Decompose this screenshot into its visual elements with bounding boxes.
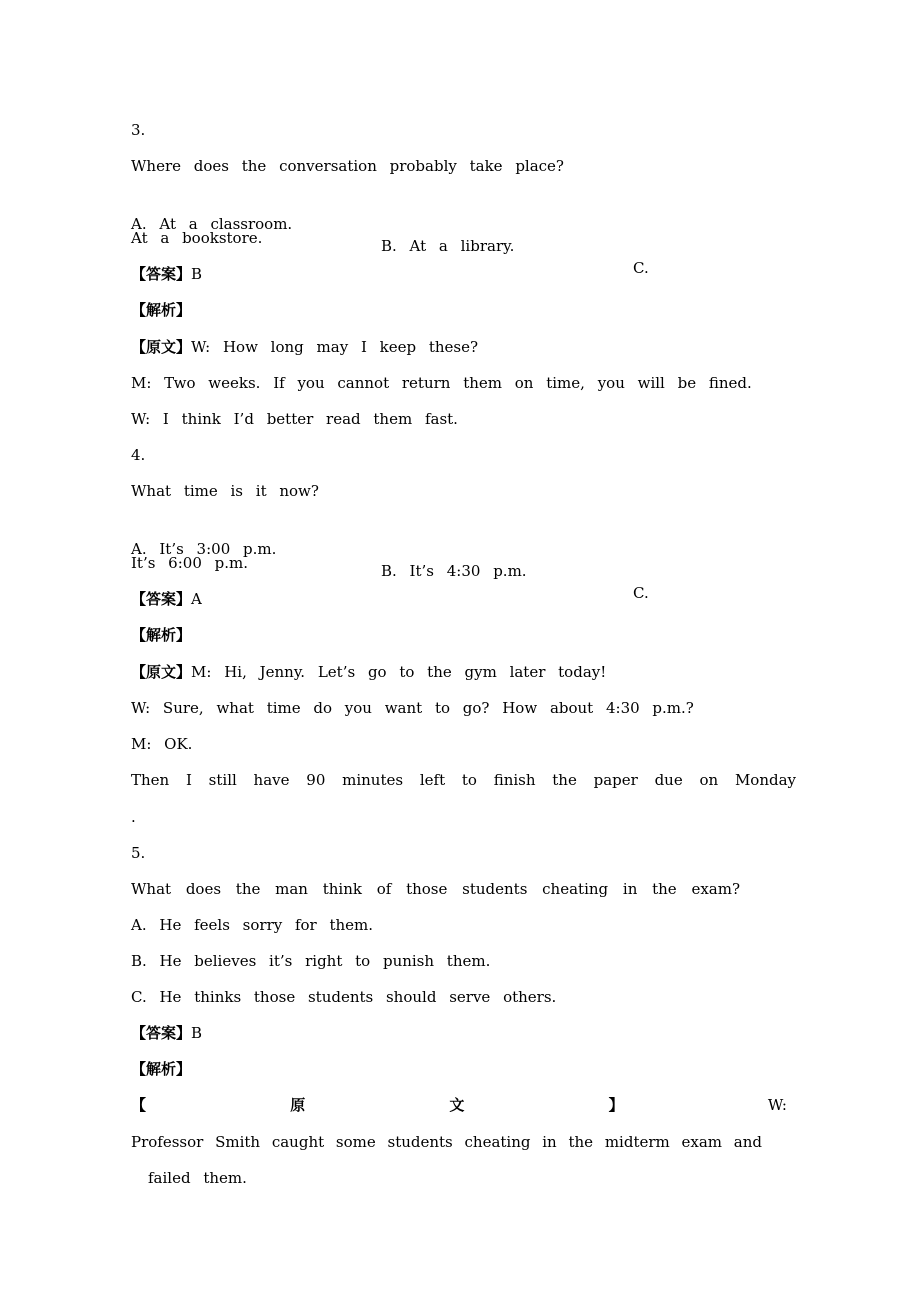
script-line: W: Sure, what time do you want to go? How about 4:30 p.m.? bbox=[131, 699, 694, 717]
question-text: What time is it now? bbox=[131, 482, 319, 500]
question-number: 5. bbox=[131, 844, 146, 862]
answer-line bbox=[131, 263, 202, 285]
script-tag: 【原文】 bbox=[131, 663, 192, 681]
question-number: 3. bbox=[131, 121, 146, 139]
script-line: Then I still have 90 minutes left to finish the paper due on Monday bbox=[131, 771, 797, 789]
analysis-tag: 【解析】 bbox=[131, 301, 192, 319]
answer-line bbox=[131, 1022, 202, 1044]
option-c-text: It’s 6:00 p.m. bbox=[131, 554, 249, 572]
option-a: A. He feels sorry for them. bbox=[131, 916, 374, 934]
question-text: Where does the conversation probably take place? bbox=[131, 157, 564, 175]
script-line: failed them. bbox=[148, 1169, 247, 1187]
question-number: 4. bbox=[131, 446, 146, 464]
script-text: W: How long may I keep these? bbox=[191, 338, 479, 356]
option-c-text: At a bookstore. bbox=[131, 229, 263, 247]
script-tag-spread bbox=[131, 1094, 787, 1116]
script-line: W: I think I’d better read them fast. bbox=[131, 410, 458, 428]
option-c-label: C. bbox=[633, 259, 649, 277]
option-c: C. He thinks those students should serve others. bbox=[131, 988, 557, 1006]
script-line: M: OK. bbox=[131, 735, 193, 753]
option-a: A. It’s 3:00 p.m. bbox=[131, 540, 277, 558]
script-tag-char: 原 bbox=[290, 1096, 306, 1114]
script-text: M: Hi, Jenny. Let’s go to the gym later today! bbox=[191, 663, 607, 681]
option-c-label: C. bbox=[633, 584, 649, 602]
answer-line bbox=[131, 588, 202, 610]
option-a: A. At a classroom. bbox=[131, 215, 293, 233]
analysis-tag: 【解析】 bbox=[131, 1060, 192, 1078]
answer-value: B bbox=[191, 1024, 203, 1042]
answer-tag: 【答案】 bbox=[131, 1024, 192, 1042]
option-b: B. It’s 4:30 p.m. bbox=[381, 562, 527, 580]
speaker-label: W: bbox=[767, 1096, 787, 1114]
option-b: B. He believes it’s right to punish them. bbox=[131, 952, 491, 970]
option-b: B. At a library. bbox=[381, 237, 515, 255]
answer-tag: 【答案】 bbox=[131, 265, 192, 283]
script-tag-close: 】 bbox=[608, 1096, 624, 1114]
script-line bbox=[131, 661, 606, 683]
answer-tag: 【答案】 bbox=[131, 590, 192, 608]
script-line: . bbox=[131, 808, 136, 826]
script-line: Professor Smith caught some students cheating in the midterm exam and bbox=[131, 1133, 762, 1151]
script-line bbox=[131, 336, 478, 358]
question-text: What does the man think of those students cheating in the exam? bbox=[131, 880, 740, 898]
script-tag-char: 文 bbox=[449, 1096, 465, 1114]
script-tag: 【原文】 bbox=[131, 338, 192, 356]
answer-value: A bbox=[191, 590, 202, 608]
script-line: M: Two weeks. If you cannot return them on time, you will be fined. bbox=[131, 374, 752, 392]
script-tag-open: 【 bbox=[131, 1096, 147, 1114]
answer-value: B bbox=[191, 265, 203, 283]
analysis-tag: 【解析】 bbox=[131, 626, 192, 644]
